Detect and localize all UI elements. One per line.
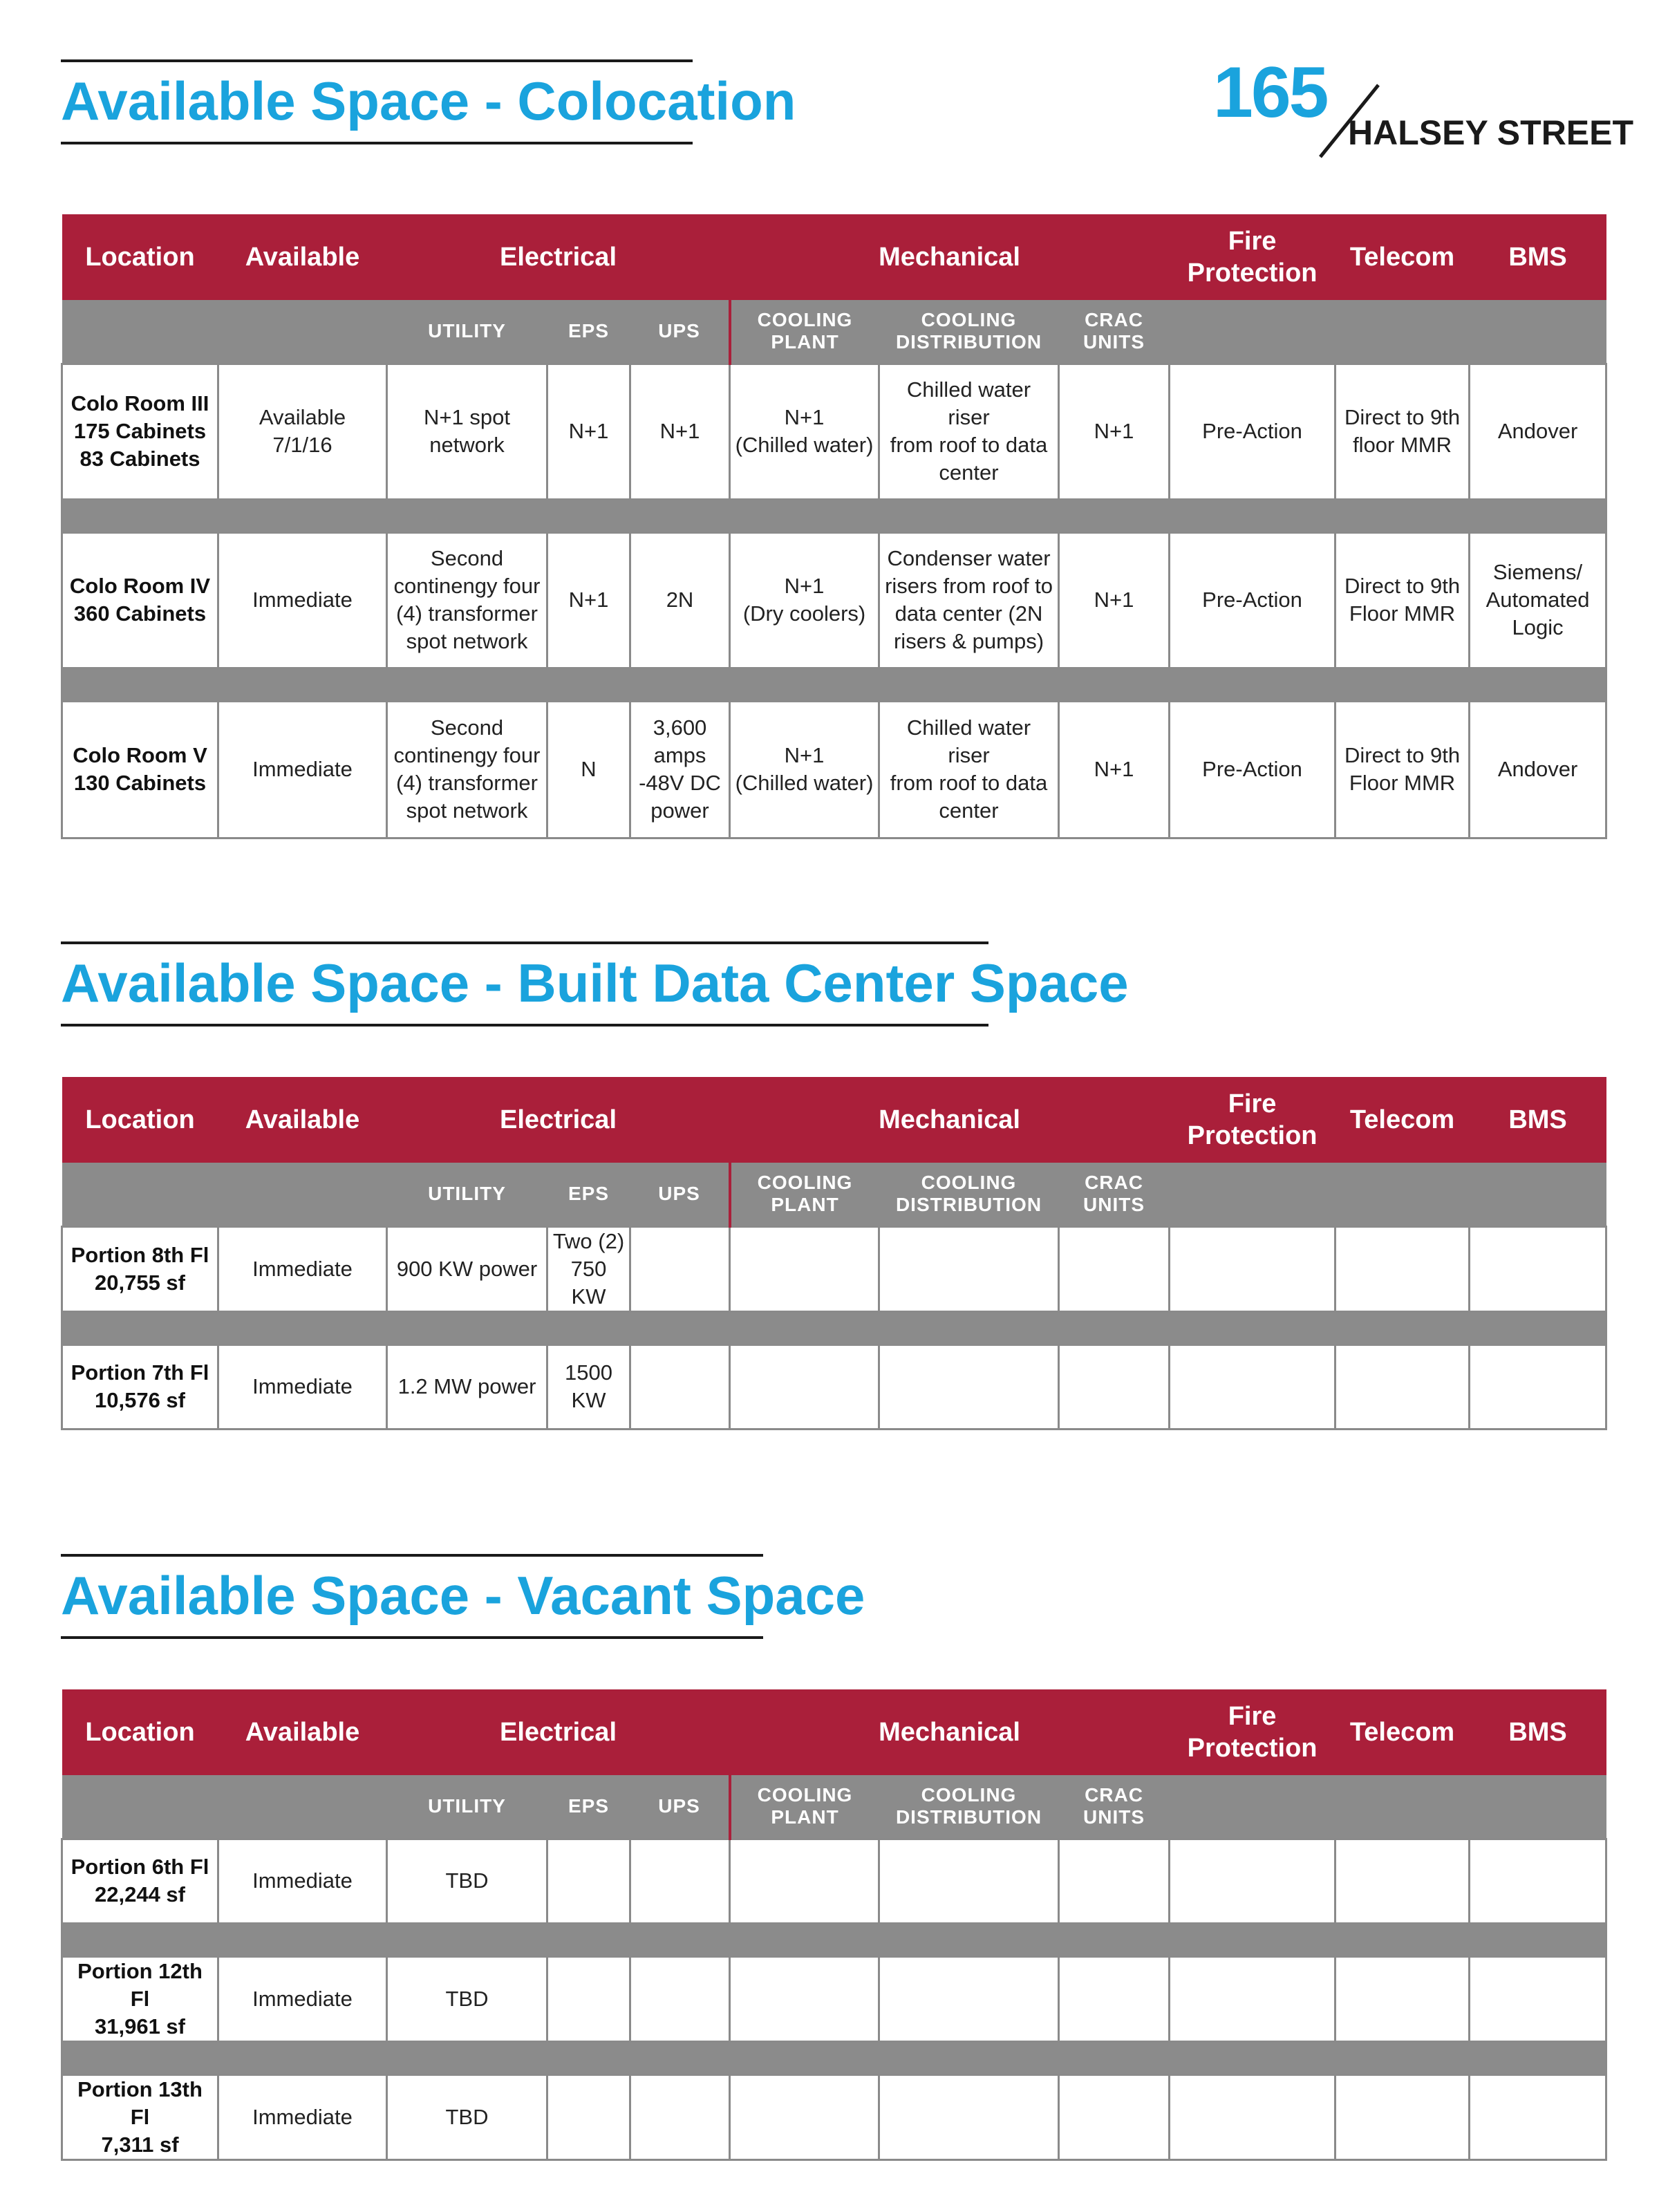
cell-fire-protection [1170, 2074, 1335, 2159]
cell-available: Immediate [218, 1344, 387, 1429]
subheader-cooling-distribution: COOLING DISTRIBUTION [895, 309, 1042, 353]
cell-bms: Siemens/ Automated Logic [1470, 532, 1606, 668]
cell-ups [630, 1344, 730, 1429]
cell-location: Portion 6th Fl 22,244 sf [62, 1839, 218, 1923]
cell-location: Portion 13th Fl 7,311 sf [62, 2074, 218, 2159]
subheader-eps: EPS [568, 1795, 610, 1817]
cell-available: Immediate [218, 701, 387, 838]
subheader-cooling-plant: COOLING PLANT [757, 1784, 853, 1828]
cell-eps: N [547, 701, 630, 838]
cell-utility: N+1 spot network [387, 364, 547, 499]
table-header-row [62, 1689, 1606, 1775]
header-telecom: Telecom [1349, 1718, 1455, 1747]
cell-crac-units: N+1 [1059, 532, 1170, 668]
cell-ups [630, 2074, 730, 2159]
table-header-row [62, 1077, 1606, 1163]
header-electrical: Electrical [500, 1718, 617, 1747]
header-fire-protection: Fire Protection [1187, 1089, 1318, 1150]
cell-utility: 1.2 MW power [387, 1344, 547, 1429]
table-row [62, 701, 1606, 838]
subheader-eps: EPS [568, 320, 610, 342]
cell-cooling-plant: N+1 (Chilled water) [730, 364, 879, 499]
header-available: Available [245, 243, 360, 272]
header-available: Available [245, 1105, 360, 1134]
cell-eps [547, 2074, 630, 2159]
header-fire-protection: Fire Protection [1187, 227, 1318, 288]
cell-cooling-plant [730, 2074, 879, 2159]
cell-telecom: Direct to 9th Floor MMR [1335, 532, 1470, 668]
row-divider [62, 668, 1606, 701]
cell-telecom [1335, 2074, 1470, 2159]
cell-crac-units: N+1 [1059, 364, 1170, 499]
cell-location: Colo Room IV 360 Cabinets [62, 532, 218, 668]
subheader-crac-units: CRAC UNITS [1083, 1784, 1145, 1828]
cell-location: Portion 7th Fl 10,576 sf [62, 1344, 218, 1429]
table-subheader-row [62, 1775, 1606, 1839]
cell-cooling-plant [730, 1344, 879, 1429]
cell-telecom [1335, 1839, 1470, 1923]
subheader-ups: UPS [630, 1163, 730, 1226]
cell-utility: 900 KW power [387, 1226, 547, 1311]
cell-telecom [1335, 1226, 1470, 1311]
cell-crac-units [1059, 1839, 1170, 1923]
cell-utility: Second continengy four (4) transformer spot network [387, 532, 547, 668]
cell-crac-units [1059, 1226, 1170, 1311]
cell-telecom: Direct to 9th Floor MMR [1335, 701, 1470, 838]
header-mechanical: Mechanical [879, 1718, 1020, 1747]
header-bms: BMS [1508, 1105, 1567, 1134]
row-divider [62, 1311, 1606, 1344]
cell-eps: N+1 [547, 364, 630, 499]
subheader-crac-units: CRAC UNITS [1083, 309, 1145, 353]
built-data-center-table [61, 1077, 1607, 1430]
header-available: Available [245, 1718, 360, 1747]
table-header-row [62, 214, 1606, 300]
cell-crac-units [1059, 2074, 1170, 2159]
cell-cooling-plant: N+1 (Dry coolers) [730, 532, 879, 668]
cell-fire-protection: Pre-Action [1170, 532, 1335, 668]
cell-fire-protection [1170, 1226, 1335, 1311]
table-subheader-row [62, 1163, 1606, 1226]
cell-bms [1470, 2074, 1606, 2159]
cell-cooling-distribution: Chilled water riser from roof to data center [879, 701, 1059, 838]
cell-available: Immediate [218, 532, 387, 668]
cell-ups: N+1 [630, 364, 730, 499]
subheader-cooling-plant: COOLING PLANT [757, 1172, 853, 1216]
table-subheader-row [62, 300, 1606, 364]
cell-utility: TBD [387, 2074, 547, 2159]
cell-cooling-plant [730, 1839, 879, 1923]
cell-fire-protection [1170, 1344, 1335, 1429]
cell-cooling-plant [730, 1956, 879, 2041]
table-row [62, 532, 1606, 668]
cell-ups: 2N [630, 532, 730, 668]
subheader-cooling-plant: COOLING PLANT [757, 309, 853, 353]
section-title-colocation: Available Space - Colocation [61, 59, 693, 144]
colocation-table [61, 214, 1607, 839]
cell-location: Portion 8th Fl 20,755 sf [62, 1226, 218, 1311]
cell-available: Available 7/1/16 [218, 364, 387, 499]
cell-cooling-distribution [879, 2074, 1059, 2159]
cell-eps [547, 1839, 630, 1923]
cell-bms [1470, 1839, 1606, 1923]
cell-utility: Second continengy four (4) transformer spot network [387, 701, 547, 838]
table-row [62, 2074, 1606, 2159]
table-row [62, 1226, 1606, 1311]
header-electrical: Electrical [500, 243, 617, 272]
logo-number: 165 [1213, 53, 1327, 133]
subheader-utility: UTILITY [428, 1183, 506, 1205]
header-fire-protection: Fire Protection [1187, 1702, 1318, 1763]
header-electrical: Electrical [500, 1105, 617, 1134]
vacant-space-table [61, 1689, 1607, 2161]
section-title-built-data-center: Available Space - Built Data Center Space [61, 941, 988, 1027]
cell-crac-units [1059, 1344, 1170, 1429]
header-mechanical: Mechanical [879, 1105, 1020, 1134]
cell-utility: TBD [387, 1956, 547, 2041]
cell-cooling-distribution: Condenser water risers from roof to data center (2N risers & pumps) [879, 532, 1059, 668]
cell-cooling-distribution [879, 1839, 1059, 1923]
subheader-cooling-distribution: COOLING DISTRIBUTION [895, 1172, 1042, 1216]
header-mechanical: Mechanical [879, 243, 1020, 272]
section-title-vacant-space: Available Space - Vacant Space [61, 1554, 763, 1639]
row-divider [62, 2041, 1606, 2074]
cell-location: Colo Room III 175 Cabinets 83 Cabinets [62, 364, 218, 499]
cell-crac-units [1059, 1956, 1170, 2041]
cell-cooling-distribution [879, 1226, 1059, 1311]
header-bms: BMS [1508, 1718, 1567, 1747]
cell-eps: N+1 [547, 532, 630, 668]
header-bms: BMS [1508, 243, 1567, 272]
cell-fire-protection [1170, 1956, 1335, 2041]
table-row [62, 1344, 1606, 1429]
subheader-crac-units: CRAC UNITS [1083, 1172, 1145, 1216]
header-location: Location [85, 1718, 195, 1747]
cell-telecom [1335, 1956, 1470, 2041]
cell-available: Immediate [218, 1956, 387, 2041]
cell-available: Immediate [218, 1226, 387, 1311]
cell-eps [547, 1956, 630, 2041]
cell-available: Immediate [218, 1839, 387, 1923]
cell-ups [630, 1956, 730, 2041]
cell-cooling-plant: N+1 (Chilled water) [730, 701, 879, 838]
cell-bms: Andover [1470, 364, 1606, 499]
cell-ups [630, 1226, 730, 1311]
header-telecom: Telecom [1349, 243, 1455, 272]
cell-bms: Andover [1470, 701, 1606, 838]
cell-utility: TBD [387, 1839, 547, 1923]
header-location: Location [85, 1105, 195, 1134]
row-divider [62, 499, 1606, 532]
logo-name: HALSEY STREET [1348, 113, 1634, 152]
cell-fire-protection: Pre-Action [1170, 364, 1335, 499]
cell-location: Colo Room V 130 Cabinets [62, 701, 218, 838]
cell-location: Portion 12th Fl 31,961 sf [62, 1956, 218, 2041]
cell-bms [1470, 1956, 1606, 2041]
cell-telecom: Direct to 9th floor MMR [1335, 364, 1470, 499]
subheader-utility: UTILITY [428, 320, 506, 342]
table-row [62, 1839, 1606, 1923]
cell-eps: Two (2) 750 KW [547, 1226, 630, 1311]
table-row [62, 364, 1606, 499]
header-telecom: Telecom [1349, 1105, 1455, 1134]
subheader-utility: UTILITY [428, 1795, 506, 1817]
cell-cooling-distribution: Chilled water riser from roof to data center [879, 364, 1059, 499]
cell-fire-protection: Pre-Action [1170, 701, 1335, 838]
row-divider [62, 1923, 1606, 1956]
table-row [62, 1956, 1606, 2041]
cell-cooling-distribution [879, 1956, 1059, 2041]
halsey-street-logo [1213, 52, 1634, 156]
cell-ups [630, 1839, 730, 1923]
cell-cooling-distribution [879, 1344, 1059, 1429]
subheader-ups: UPS [630, 1775, 730, 1839]
header-location: Location [85, 243, 195, 272]
cell-telecom [1335, 1344, 1470, 1429]
cell-crac-units: N+1 [1059, 701, 1170, 838]
subheader-eps: EPS [568, 1183, 610, 1205]
subheader-ups: UPS [630, 300, 730, 364]
cell-fire-protection [1170, 1839, 1335, 1923]
subheader-cooling-distribution: COOLING DISTRIBUTION [895, 1784, 1042, 1828]
cell-bms [1470, 1226, 1606, 1311]
cell-available: Immediate [218, 2074, 387, 2159]
cell-cooling-plant [730, 1226, 879, 1311]
cell-ups: 3,600 amps -48V DC power [630, 701, 730, 838]
cell-bms [1470, 1344, 1606, 1429]
cell-eps: 1500 KW [547, 1344, 630, 1429]
